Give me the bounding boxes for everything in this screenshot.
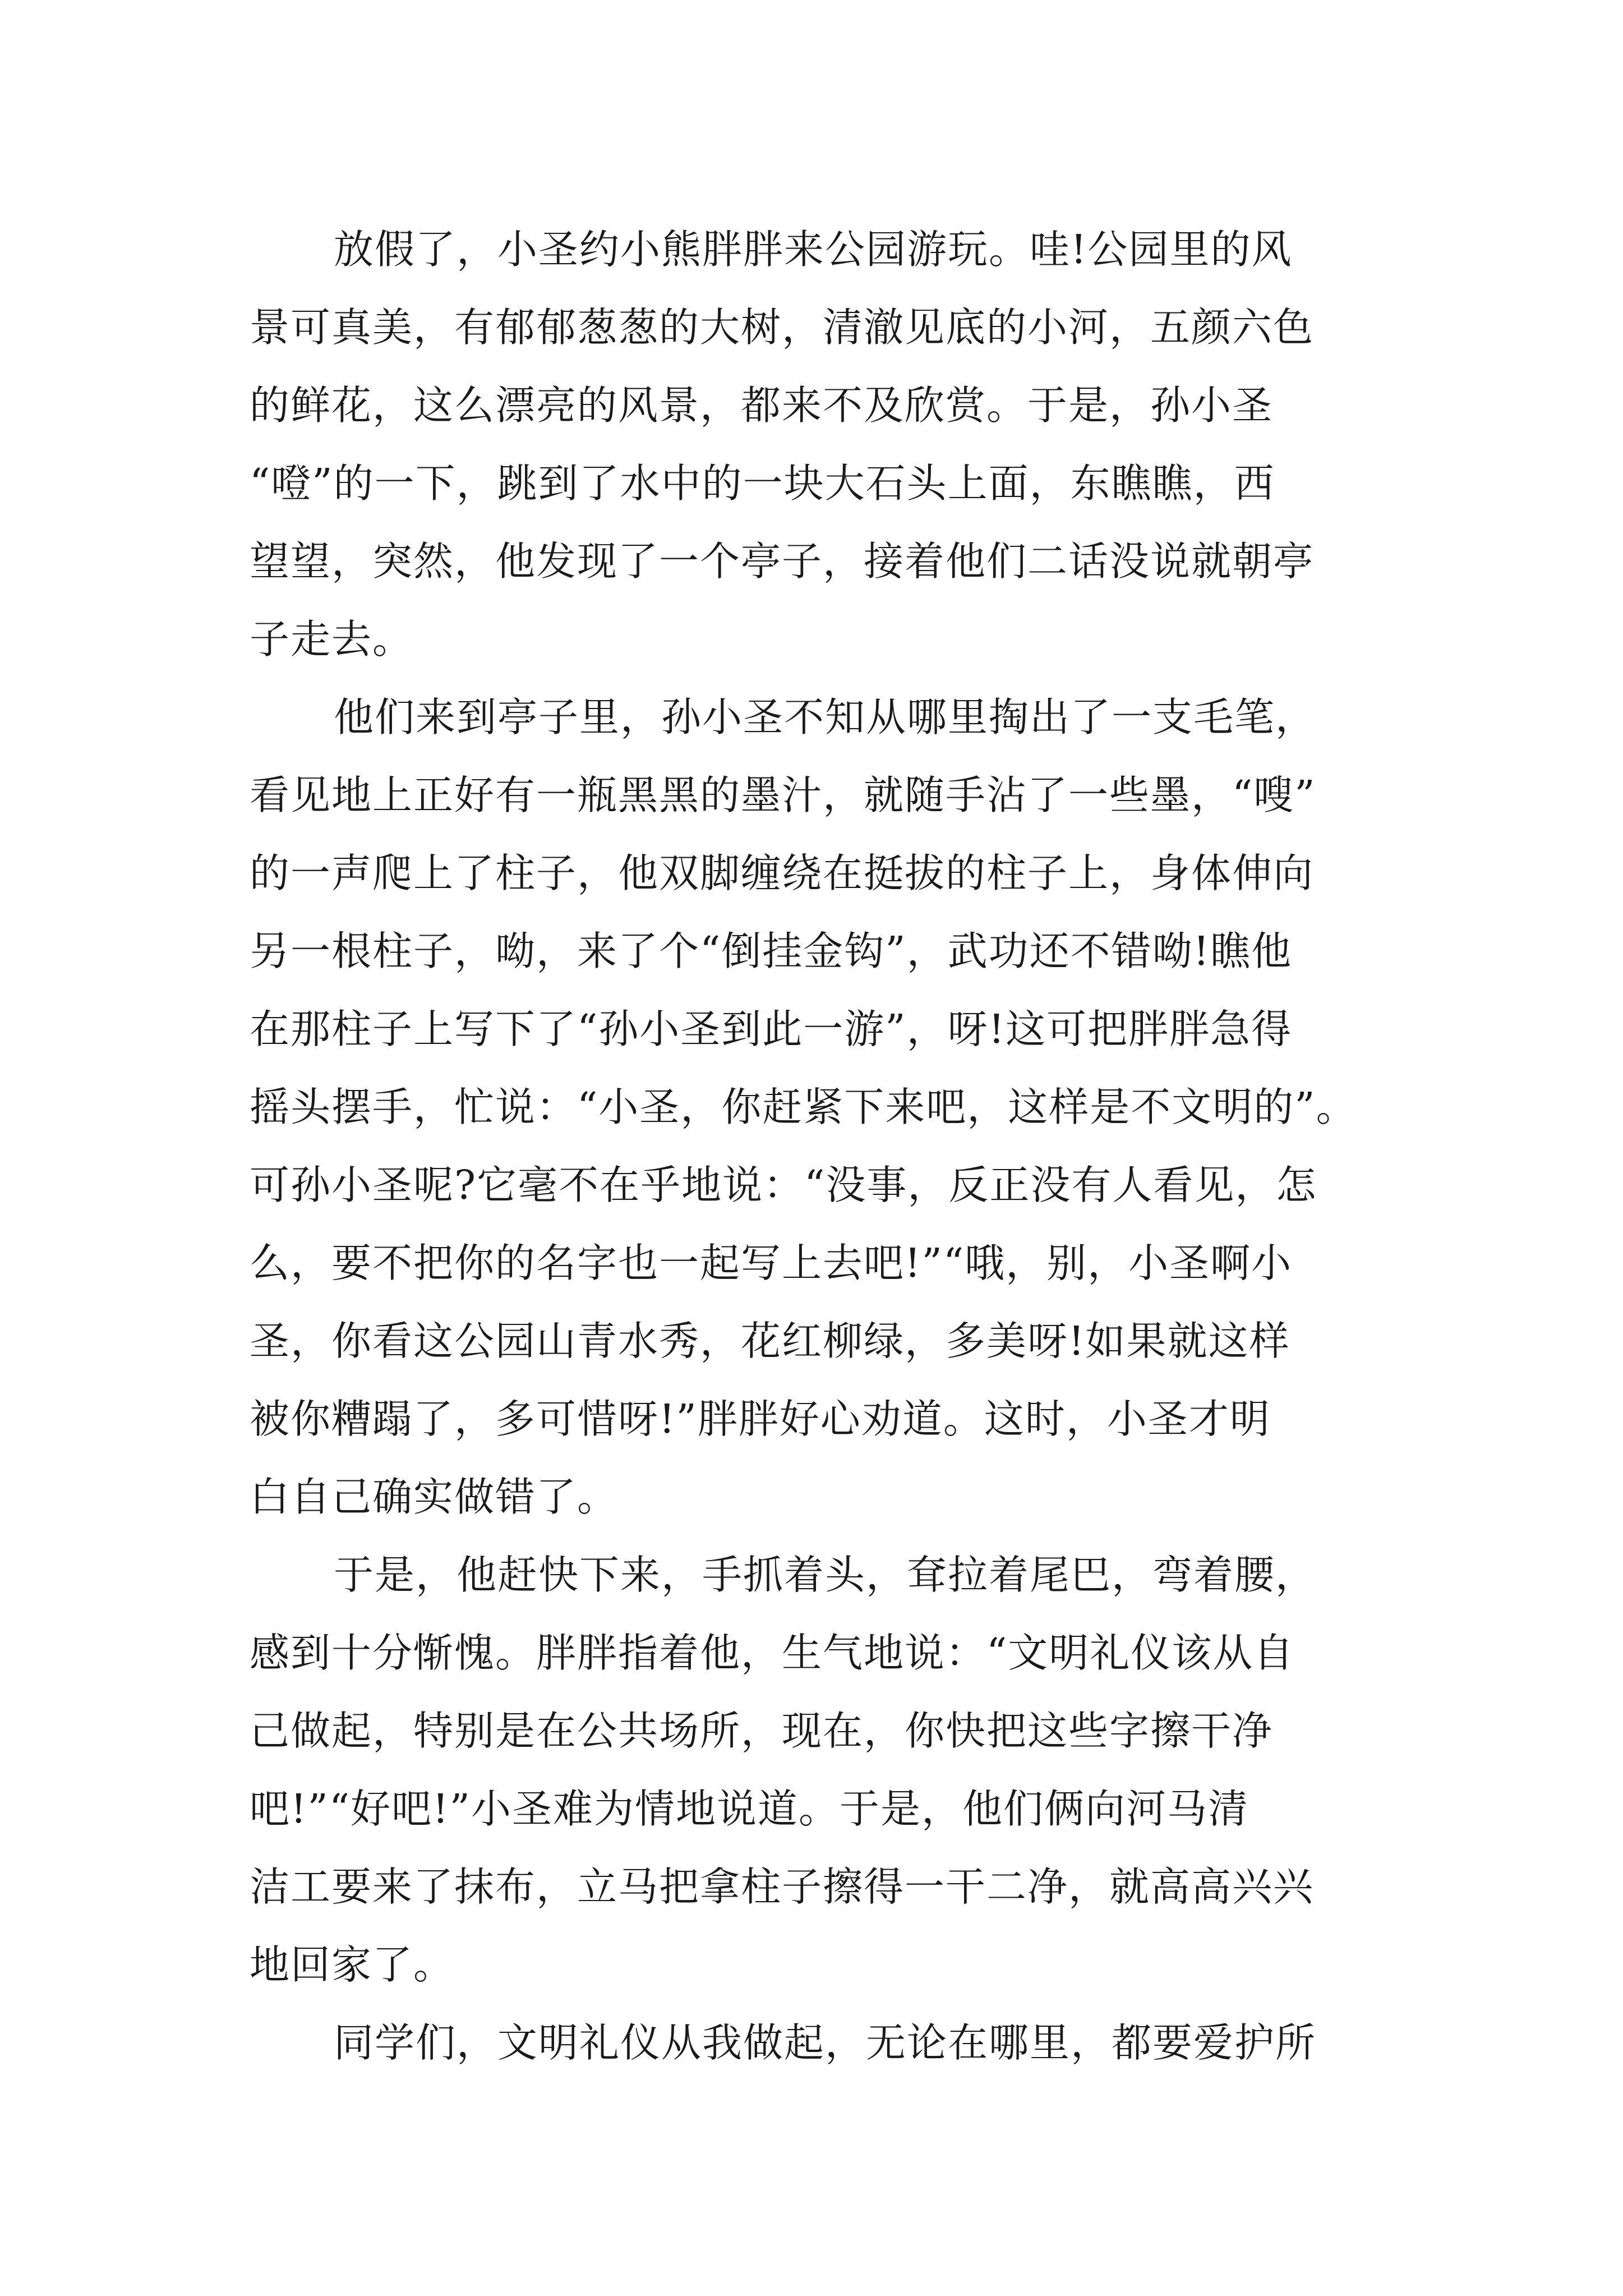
text-line: 他们来到亭子里，孙小圣不知从哪里掏出了一支毛笔， (334, 694, 1317, 740)
text-line: 的鲜花，这么漂亮的风景，都来不及欣赏。于是，孙小圣 (250, 382, 1274, 429)
text-line: 在那柱子上写下了“孙小圣到此一游”，呀!这可把胖胖急得 (250, 1006, 1293, 1052)
text-line: 看见地上正好有一瓶黑黑的墨汁，就随手沾了一些墨，“嗖” (250, 772, 1316, 818)
text-line: 另一根柱子，呦，来了个“倒挂金钩”，武功还不错呦!瞧他 (250, 928, 1293, 974)
paragraph-4 (250, 2004, 1377, 2082)
text-line: 放假了，小圣约小熊胖胖来公园游玩。哇!公园里的风 (334, 226, 1293, 273)
paragraph-1 (250, 210, 1377, 678)
text-line: 子走去。 (250, 616, 414, 662)
text-line: 可孙小圣呢?它毫不在乎地说：“没事，反正没有人看见，怎 (250, 1162, 1317, 1208)
paragraph-2 (250, 678, 1377, 1536)
text-line: 的一声爬上了柱子，他双脚缠绕在挺拔的柱子上，身体伸向 (250, 850, 1315, 896)
text-line: 感到十分惭愧。胖胖指着他，生气地说：“文明礼仪该从自 (250, 1630, 1295, 1676)
text-line: 景可真美，有郁郁葱葱的大树，清澈见底的小河，五颜六色 (250, 304, 1315, 351)
text-line: 洁工要来了抹布，立马把拿柱子擦得一干二净，就高高兴兴 (250, 1864, 1315, 1910)
text-line: 望望，突然，他发现了一个亭子，接着他们二话没说就朝亭 (250, 538, 1315, 585)
text-line: 于是，他赶快下来，手抓着头，耷拉着尾巴，弯着腰， (334, 1552, 1317, 1598)
text-line: 圣，你看这公园山青水秀，花红柳绿，多美呀!如果就这样 (250, 1318, 1290, 1364)
text-line: 吧!”“好吧!”小圣难为情地说道。于是，他们俩向河马清 (250, 1786, 1249, 1832)
paragraph-3 (250, 1536, 1377, 2004)
text-line: 白自己确实做错了。 (250, 1474, 619, 1520)
text-line: 么，要不把你的名字也一起写上去吧!”“哦，别，小圣啊小 (250, 1240, 1293, 1286)
text-line: 被你糟蹋了，多可惜呀!”胖胖好心劝道。这时，小圣才明 (250, 1396, 1271, 1442)
text-line: 己做起，特别是在公共场所，现在，你快把这些字擦干净 (250, 1708, 1274, 1754)
text-line: “噔”的一下，跳到了水中的一块大石头上面，东瞧瞧，西 (250, 460, 1275, 507)
body-text (250, 210, 1377, 2082)
text-line: 摇头摆手，忙说：“小圣，你赶紧下来吧，这样是不文明的”。 (250, 1084, 1357, 1130)
text-line: 地回家了。 (250, 1941, 455, 1988)
text-line: 同学们，文明礼仪从我做起，无论在哪里，都要爱护所 (334, 2019, 1317, 2066)
